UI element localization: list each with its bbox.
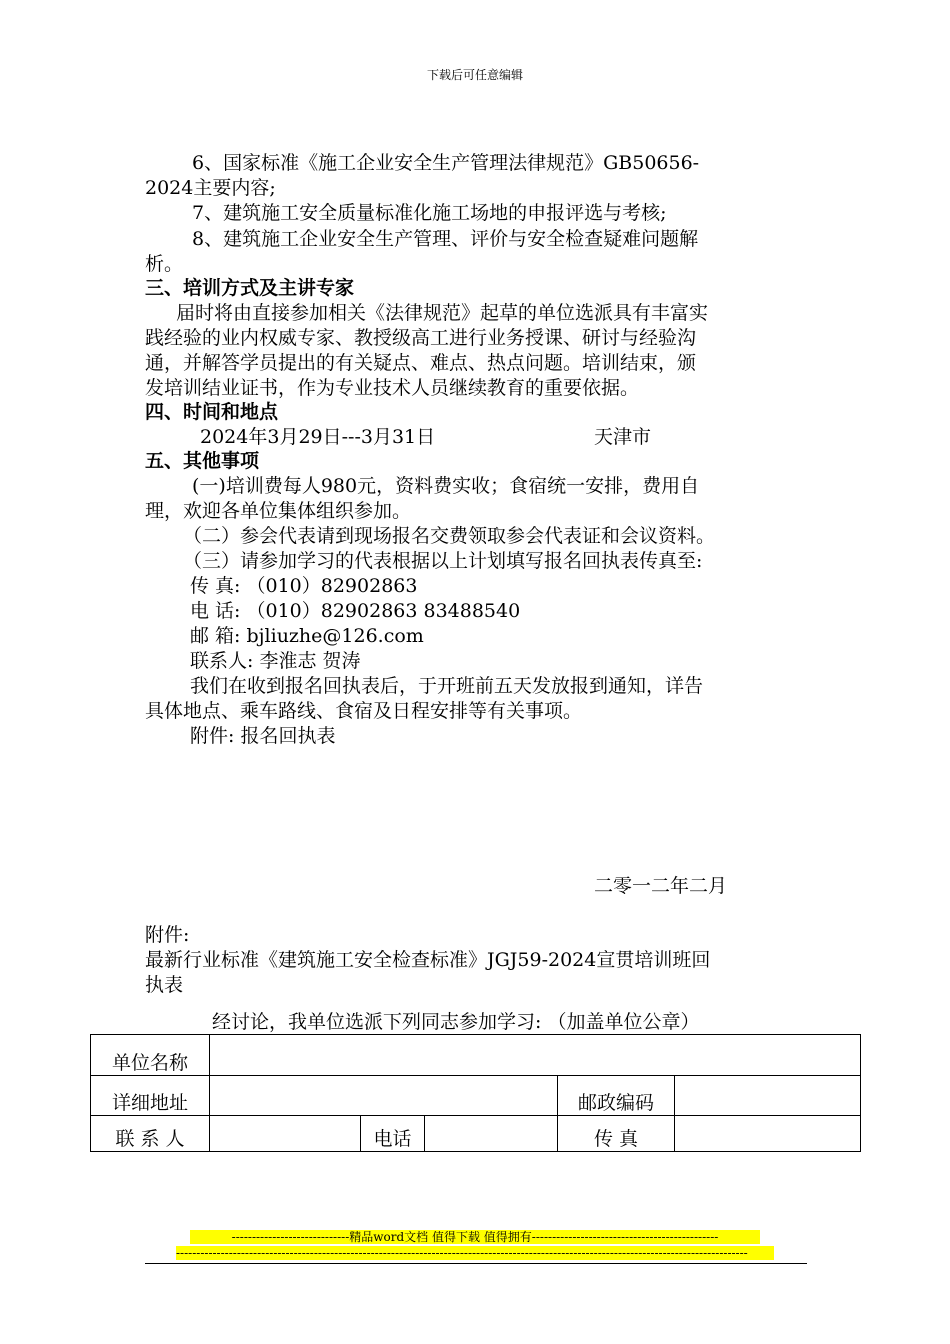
notice-line-2: 具体地点、乘车路线、食宿及日程安排等有关事项。 (145, 700, 583, 722)
page-header: 下载后可任意编辑 (426, 68, 523, 82)
training-place: 天津市 (594, 426, 652, 448)
list-item-8a: 8、建筑施工企业安全生产管理、评价与安全检查疑难问题解 (192, 228, 699, 250)
list-item-7: 7、建筑施工安全质量标准化施工场地的申报评选与考核; (192, 202, 667, 224)
footer-divider (145, 1263, 807, 1264)
attachment-title-1: 最新行业标准《建筑施工安全检查标准》JGJ59-2024宣贯培训班回 (145, 949, 711, 971)
footer-banner: -----------------------------精品word文档 值得下载 值得拥有---------------------------------------------- (190, 1230, 760, 1244)
section-3-heading: 三、培训方式及主讲专家 (145, 277, 355, 299)
section-3-paragraph-3: 通，并解答学员提出的有关疑点、难点、热点问题。培训结束，颁 (145, 352, 697, 374)
fee-line-2: 理，欢迎各单位集体组织参加。 (145, 500, 412, 522)
item-three: （三）请参加学习的代表根据以上计划填写报名回执表传真至: (183, 550, 703, 572)
attachment-reference: 附件: 报名回执表 (190, 725, 336, 747)
fax-field[interactable] (675, 1116, 861, 1152)
contact-persons: 联系人: 李淮志 贺涛 (190, 650, 361, 672)
postcode-label: 邮政编码 (558, 1076, 675, 1116)
form-intro: 经讨论，我单位选派下列同志参加学习: （加盖单位公章） (212, 1011, 700, 1033)
section-3-paragraph-2: 践经验的业内权威专家、教授级高工进行业务授课、研讨与经验沟 (145, 327, 697, 349)
fax-label: 传 真 (558, 1116, 675, 1152)
registration-form (90, 1034, 861, 1152)
section-5-heading: 五、其他事项 (145, 450, 260, 472)
item-two: （二）参会代表请到现场报名交费领取参会代表证和会议资料。 (183, 525, 716, 547)
attachment-title-2: 执表 (145, 974, 184, 996)
address-label: 详细地址 (91, 1076, 210, 1116)
unit-name-field[interactable] (210, 1035, 861, 1076)
phone-numbers: 电 话: （010）82902863 83488540 (190, 600, 521, 622)
footer-dash-line: --------------------------------------------------------------------------------------------------------------------------------------------- (176, 1246, 774, 1260)
attachment-label: 附件: (145, 924, 190, 946)
section-4-heading: 四、时间和地点 (145, 401, 279, 423)
fee-line-1: (一)培训费每人980元，资料费实收；食宿统一安排，费用自 (192, 475, 700, 497)
email-address: 邮 箱: bjliuzhe@126.com (190, 625, 424, 647)
tel-label: 电话 (361, 1116, 425, 1152)
list-item-6b: 2024主要内容; (145, 177, 276, 199)
list-item-8b: 析。 (145, 253, 184, 275)
signature-date: 二零一二年二月 (594, 875, 728, 897)
section-3-paragraph-1: 届时将由直接参加相关《法律规范》起草的单位选派具有丰富实 (176, 302, 709, 324)
unit-name-label: 单位名称 (91, 1035, 210, 1076)
training-date: 2024年3月29日---3月31日 (200, 426, 436, 448)
postcode-field[interactable] (675, 1076, 861, 1116)
fax-number: 传 真: （010）82902863 (190, 575, 418, 597)
contact-label: 联 系 人 (91, 1116, 210, 1152)
section-3-paragraph-4: 发培训结业证书，作为专业技术人员继续教育的重要依据。 (145, 377, 640, 399)
tel-field[interactable] (425, 1116, 558, 1152)
list-item-6a: 6、国家标准《施工企业安全生产管理法律规范》GB50656- (192, 152, 700, 174)
address-field[interactable] (210, 1076, 558, 1116)
notice-line-1: 我们在收到报名回执表后，于开班前五天发放报到通知，详告 (190, 675, 704, 697)
contact-field[interactable] (210, 1116, 361, 1152)
